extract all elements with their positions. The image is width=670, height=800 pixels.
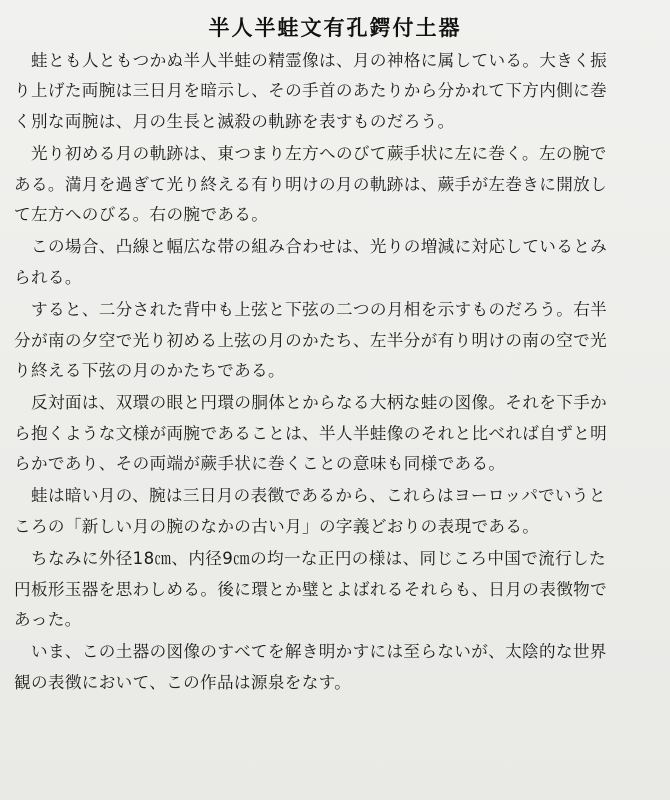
page-title: 半人半蛙文有孔鍔付土器	[208, 16, 462, 40]
text-line: 反対面は、双環の眼と円環の胴体とからなる大柄な蛙の図像。それを下手か	[31, 393, 608, 413]
paragraph-4	[14, 295, 658, 386]
text-line: ころの「新しい月の腕のなかの古い月」の字義どおりの表現である。	[14, 516, 540, 536]
text-line: らかであり、その両端が蕨手状に巻くことの意味も同様である。	[14, 454, 506, 474]
text-line: ちなみに外径18㎝、内径9㎝の均一な正円の様は、同じころ中国で流行した	[31, 549, 606, 569]
paragraph-8	[14, 637, 658, 698]
text-line: いま、この土器の図像のすべてを解き明かすには至らないが、太陰的な世界	[31, 642, 607, 662]
text-line: すると、二分された背中も上弦と下弦の二つの月相を示すものだろう。右半	[31, 300, 608, 320]
text-line: く別な両腕は、月の生長と滅殺の軌跡を表すものだろう。	[14, 111, 455, 131]
paragraph-3	[14, 232, 658, 293]
text-line: ある。満月を過ぎて光り終える有り明けの月の軌跡は、蕨手が左巻きに開放し	[14, 174, 608, 194]
paragraph-7	[14, 544, 658, 635]
text-line: 光り初める月の軌跡は、東つまり左方へのびて蕨手状に左に巻く。左の腕で	[31, 144, 607, 164]
text-line: 蛙とも人ともつかぬ半人半蛙の精霊像は、月の神格に属している。大きく振	[31, 51, 608, 70]
text-line: 蛙は暗い月の、腕は三日月の表徴であるから、これらはヨーロッパでいうと	[31, 486, 606, 506]
paragraph-6	[14, 481, 658, 542]
body-text	[14, 46, 658, 700]
text-line: ら抱くような文様が両腕であることは、半人半蛙像のそれと比べれば自ずと明	[14, 423, 608, 443]
text-line: て左方へのびる。右の腕である。	[14, 204, 269, 224]
text-line: り上げた両腕は三日月を暗示し、その手首のあたりから分かれて下方内側に巻	[14, 81, 608, 101]
text-line: 円板形玉器を思わしめる。後に環とか璧とよばれるそれらも、日月の表徴物で	[14, 579, 608, 599]
paragraph-1	[14, 46, 658, 137]
text-line: られる。	[14, 267, 82, 287]
text-line: り終える下弦の月のかたちである。	[14, 360, 285, 380]
text-line: この場合、凸線と幅広な帯の組み合わせは、光りの増減に対応しているとみ	[31, 237, 608, 257]
text-line: あった。	[14, 610, 82, 630]
paragraph-2	[14, 139, 658, 230]
text-line: 観の表徴において、この作品は源泉をなす。	[14, 672, 352, 692]
paragraph-5	[14, 388, 658, 479]
text-line: 分が南の夕空で光り初める上弦の月のかたち、左半分が有り明けの南の空で光	[14, 330, 608, 350]
